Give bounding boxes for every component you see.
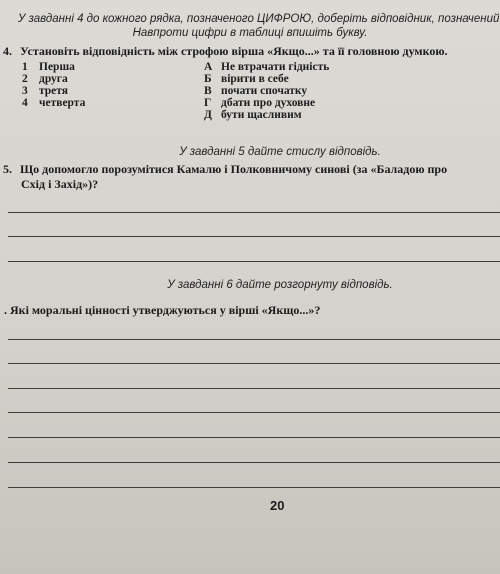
answer-line[interactable] — [8, 236, 500, 237]
right-item-text: Не втрачати гідність — [221, 61, 330, 73]
answer-line[interactable] — [8, 212, 500, 213]
left-item-key: 1 — [22, 61, 28, 73]
answer-line[interactable] — [8, 261, 500, 262]
task6-question-text: Які моральні цінності утверджуються у вірші «Якщо...»? — [10, 303, 321, 317]
task6-number: . — [4, 303, 7, 317]
task4-instruction-line2: Навпроти цифри в таблиці впишіть букву. — [132, 27, 368, 39]
right-item-key: Б — [204, 73, 212, 85]
answer-line[interactable] — [8, 339, 500, 340]
right-item-key: Г — [204, 97, 212, 109]
left-item-text: третя — [39, 85, 69, 97]
task6-instruction: У завданні 6 дайте розгорнуту відповідь. — [167, 279, 393, 291]
answer-line[interactable] — [8, 462, 500, 463]
right-item-text: почати спочатку — [221, 85, 308, 97]
left-item-key: 3 — [22, 85, 28, 97]
right-item-text: вірити в себе — [221, 73, 289, 85]
task5-question-line2: Схід і Захід»)? — [21, 177, 99, 191]
answer-line[interactable] — [8, 388, 500, 389]
left-item — [22, 97, 85, 110]
task4-instruction-line1: У завданні 4 до кожного рядка, позначеного ЦИФРОЮ, доберіть відповідник, позначений — [18, 13, 500, 25]
right-item-text: дбати про духовне — [221, 97, 316, 109]
right-item-key: А — [204, 61, 213, 73]
page-number: 20 — [270, 498, 285, 513]
left-item-key: 4 — [22, 97, 28, 109]
task4-question-text: Установіть відповідність між строфою вірша «Якщо...» та її головною думкою. — [20, 44, 448, 58]
task4-question — [3, 44, 448, 59]
answer-line[interactable] — [8, 412, 500, 413]
right-item — [204, 109, 302, 122]
left-item-text: четверта — [39, 97, 86, 109]
task5-instruction: У завданні 5 дайте стислу відповідь. — [179, 146, 381, 158]
answer-line[interactable] — [8, 437, 500, 438]
left-item-key: 2 — [22, 73, 28, 85]
task4-number: 4. — [3, 44, 12, 58]
task6-question — [4, 303, 320, 318]
left-item-text: Перша — [39, 61, 75, 73]
task5-question-line1: Що допомогло порозумітися Камалю і Полковничому синові (за «Баладою про — [20, 162, 448, 176]
task5-number: 5. — [3, 162, 12, 176]
answer-line[interactable] — [8, 363, 500, 364]
answer-line[interactable] — [8, 487, 500, 488]
task5-question — [3, 162, 447, 192]
right-item-key: Д — [204, 109, 212, 121]
right-item-text: бути щасливим — [221, 109, 302, 121]
right-item-key: В — [204, 85, 212, 97]
left-item-text: друга — [39, 73, 68, 85]
task4-instructions — [18, 12, 500, 40]
